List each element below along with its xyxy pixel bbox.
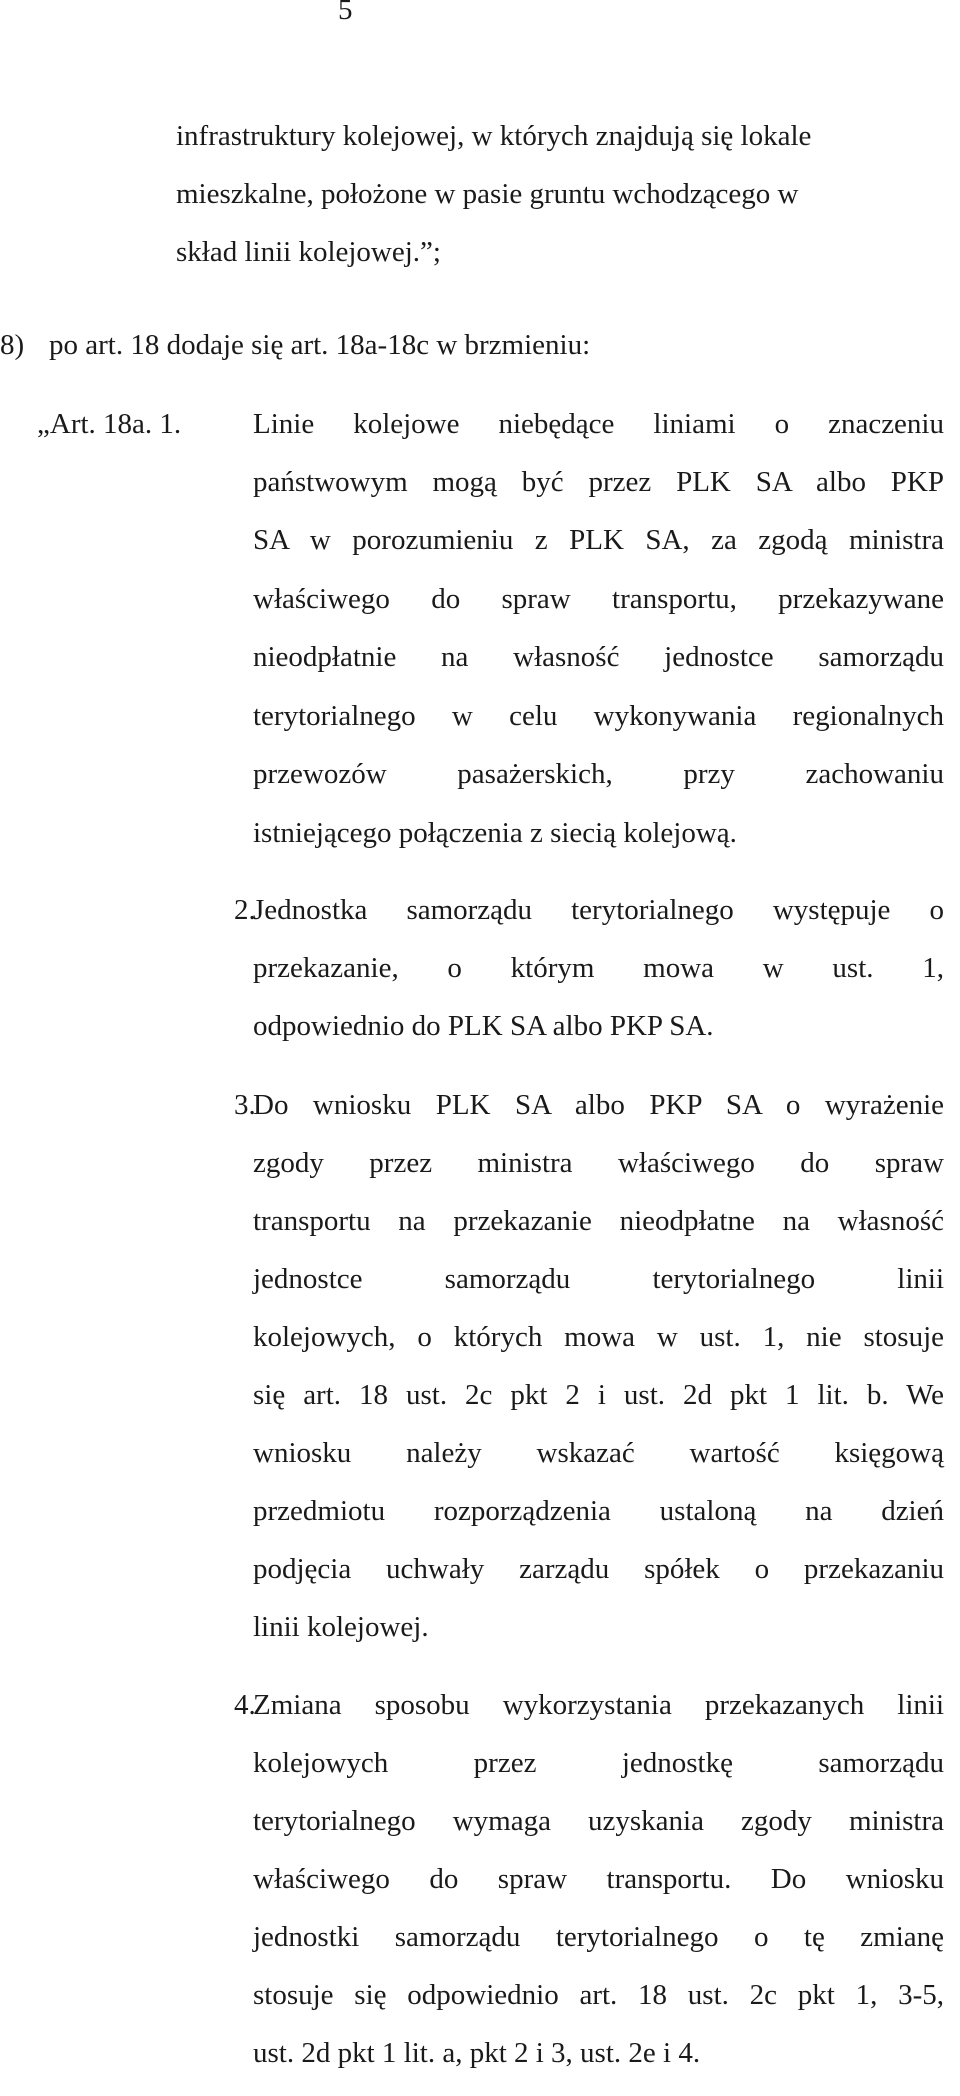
- item-8-marker: 8): [0, 329, 25, 361]
- para-4-line-7: ust. 2d pkt 1 lit. a, pkt 2 i 3, ust. 2e i 4.: [253, 2037, 701, 2069]
- para-4-line-2: kolejowych przez jednostkę samorządu: [253, 1747, 944, 1779]
- para-3-line-9: podjęcia uchwały zarządu spółek o przekazaniu: [253, 1553, 944, 1585]
- article-heading: „Art. 18a. 1.: [37, 408, 182, 440]
- para-4-line-6: stosuje się odpowiednio art. 18 ust. 2c pkt 1, 3-5,: [253, 1979, 944, 2011]
- para-1-line-7: przewozów pasażerskich, przy zachowaniu: [253, 758, 944, 790]
- para-3-line-6: się art. 18 ust. 2c pkt 2 i ust. 2d pkt 1 lit. b. We: [253, 1379, 944, 1411]
- para-3-line-4: jednostce samorządu terytorialnego linii: [253, 1263, 944, 1295]
- para-1-line-2: państwowym mogą być przez PLK SA albo PKP: [253, 466, 944, 498]
- para-3-line-5: kolejowych, o których mowa w ust. 1, nie stosuje: [253, 1321, 944, 1353]
- para-4-line-4: właściwego do spraw transportu. Do wniosku: [253, 1863, 944, 1895]
- intro-line-3: skład linii kolejowej.”;: [176, 236, 441, 268]
- para-3-line-8: przedmiotu rozporządzenia ustaloną na dzień: [253, 1495, 944, 1527]
- para-4-number: 4.: [234, 1689, 256, 1721]
- para-4-line-5: jednostki samorządu terytorialnego o tę zmianę: [253, 1921, 944, 1953]
- para-3-line-7: wniosku należy wskazać wartość księgową: [253, 1437, 944, 1469]
- para-1-line-4: właściwego do spraw transportu, przekazywane: [253, 583, 944, 615]
- para-2-number: 2.: [234, 894, 256, 926]
- item-8-text: po art. 18 dodaje się art. 18a-18c w brzmieniu:: [49, 329, 591, 361]
- para-2-line-3: odpowiednio do PLK SA albo PKP SA.: [253, 1010, 714, 1042]
- para-1-line-6: terytorialnego w celu wykonywania regionalnych: [253, 700, 944, 732]
- intro-line-2: mieszkalne, położone w pasie gruntu wchodzącego w: [176, 178, 799, 210]
- para-2-line-2: przekazanie, o którym mowa w ust. 1,: [253, 952, 944, 984]
- para-3-line-3: transportu na przekazanie nieodpłatne na własność: [253, 1205, 944, 1237]
- para-1-line-5: nieodpłatnie na własność jednostce samorządu: [253, 641, 944, 673]
- para-1-line-3: SA w porozumieniu z PLK SA, za zgodą ministra: [253, 524, 944, 556]
- para-3-line-10: linii kolejowej.: [253, 1611, 429, 1643]
- para-1-line-1: Linie kolejowe niebędące liniami o znaczeniu: [253, 408, 944, 440]
- para-4-line-1: Zmiana sposobu wykorzystania przekazanych linii: [253, 1689, 944, 1721]
- para-3-number: 3.: [234, 1089, 256, 1121]
- page-number: 5: [338, 0, 353, 26]
- para-4-line-3: terytorialnego wymaga uzyskania zgody ministra: [253, 1805, 944, 1837]
- para-1-line-8: istniejącego połączenia z siecią kolejową.: [253, 817, 737, 849]
- para-3-line-1: Do wniosku PLK SA albo PKP SA o wyrażenie: [253, 1089, 944, 1121]
- para-2-line-1: Jednostka samorządu terytorialnego występuje o: [253, 894, 944, 926]
- intro-line-1: infrastruktury kolejowej, w których znajdują się lokale: [176, 120, 812, 152]
- para-3-line-2: zgody przez ministra właściwego do spraw: [253, 1147, 944, 1179]
